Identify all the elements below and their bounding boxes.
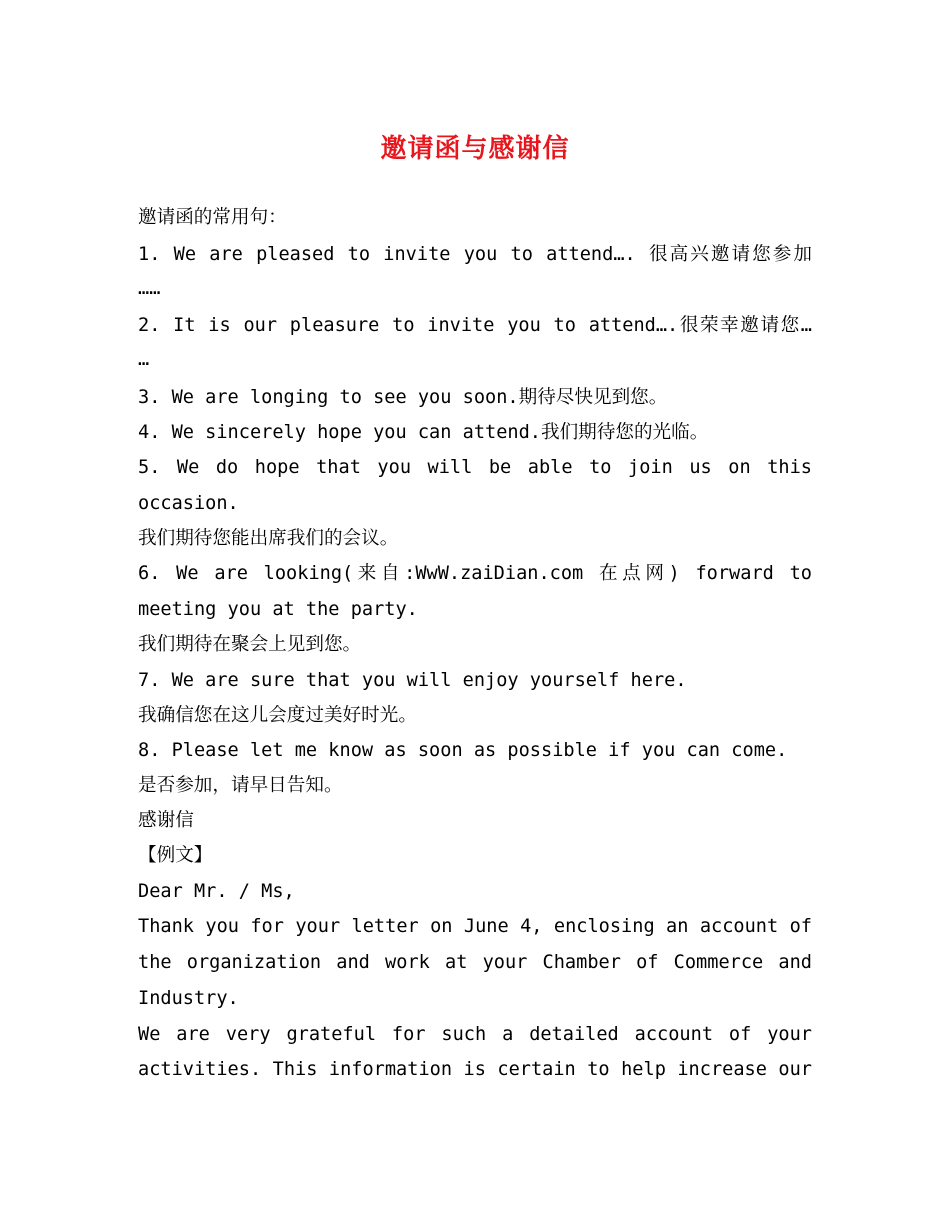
- text-line: activities. This information is certain to help increase our: [138, 1059, 812, 1080]
- text-line: the organization and work at your Chamber of Commerce and: [138, 952, 812, 973]
- text-line: meeting you at the party.: [138, 599, 418, 620]
- text-line: 我们期待在聚会上见到您。: [138, 634, 362, 655]
- text-line: 7. We are sure that you will enjoy yourself here.: [138, 670, 687, 691]
- text-line: Industry.: [138, 988, 239, 1009]
- text-line: 是否参加，请早日告知。: [138, 775, 343, 796]
- text-line: 3. We are longing to see you soon.期待尽快见到您。: [138, 387, 668, 408]
- text-line: 5. We do hope that you will be able to join us on this: [138, 457, 812, 478]
- text-line: occasion.: [138, 493, 239, 514]
- text-line: 1. We are pleased to invite you to attend…. 很高兴邀请您参加: [138, 244, 812, 265]
- document-title: 邀请函与感谢信: [380, 134, 570, 164]
- text-line: …: [138, 349, 150, 370]
- text-line: Dear Mr. / Ms,: [138, 881, 295, 902]
- text-line: We are very grateful for such a detailed account of your: [138, 1024, 812, 1045]
- text-line: 8. Please let me know as soon as possible if you can come.: [138, 740, 788, 761]
- text-line: ……: [138, 278, 161, 299]
- text-line: 【例文】: [138, 845, 213, 866]
- text-line: 6. We are looking(来自:WwW.zaiDian.com 在点网) forward to: [138, 563, 812, 584]
- text-line: 感谢信: [138, 810, 194, 831]
- text-line: 4. We sincerely hope you can attend.我们期待您的光临。: [138, 422, 709, 443]
- text-line: 邀请函的常用句：: [138, 207, 287, 228]
- text-line: Thank you for your letter on June 4, enclosing an account of: [138, 916, 812, 937]
- text-line: 2. It is our pleasure to invite you to attend….很荣幸邀请您…: [138, 315, 812, 336]
- text-line: 我们期待您能出席我们的会议。: [138, 528, 399, 549]
- text-line: 我确信您在这儿会度过美好时光。: [138, 705, 417, 726]
